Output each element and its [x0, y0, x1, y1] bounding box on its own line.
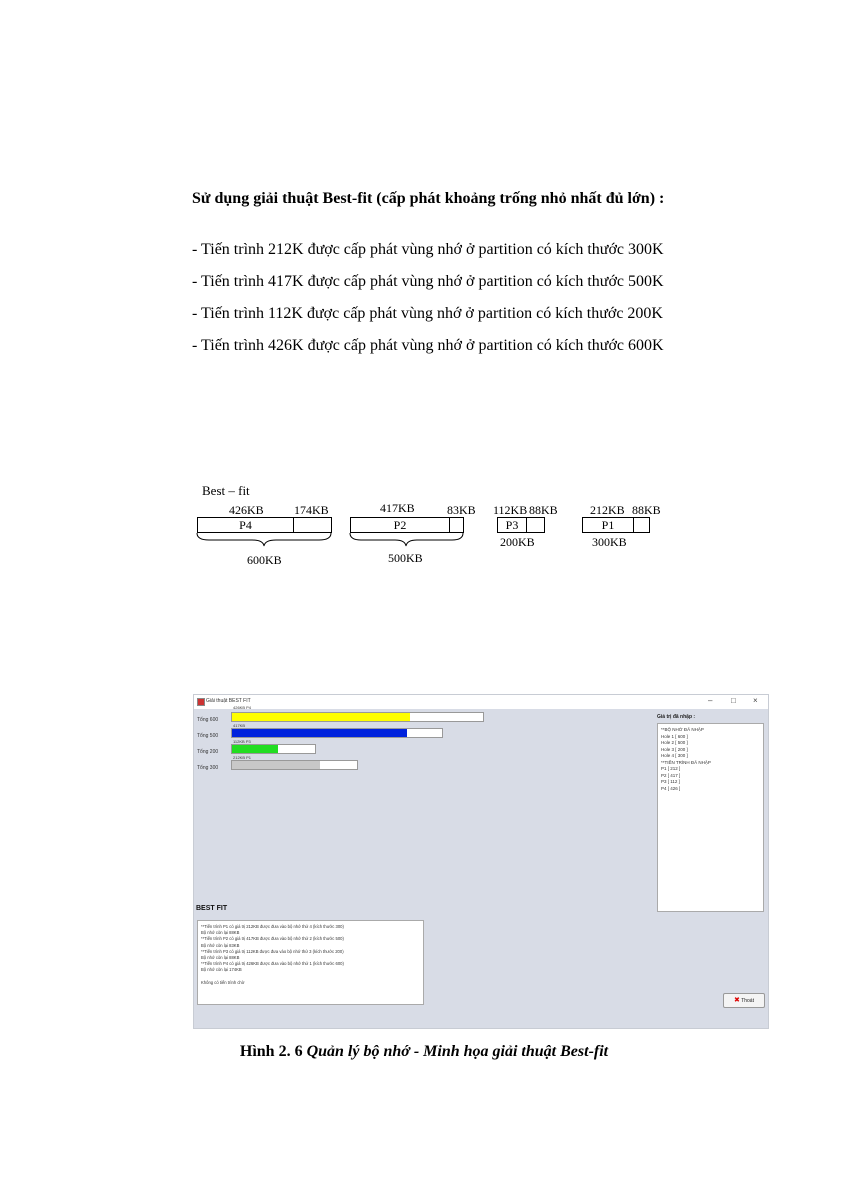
- brace: [350, 533, 463, 547]
- exit-button-label: Thoát: [741, 998, 754, 1004]
- partition-block: [582, 517, 650, 533]
- diagram-title: Best – fit: [202, 483, 250, 498]
- close-icon: ✖: [734, 997, 740, 1004]
- log-line: **Tiến trình P1 có giá trị 212KB được đưa vào bộ nhớ thứ 4 (kích thước 300): [201, 924, 344, 929]
- partition-size-label: 500KB: [388, 551, 423, 565]
- partition-size-label: 200KB: [500, 535, 535, 549]
- list-item: P2 [ 417 ]: [661, 772, 681, 778]
- partition-size-label: 300KB: [592, 535, 627, 549]
- figure-caption: [0, 1043, 848, 1061]
- log-line: **Tiến trình P3 có giá trị 112KB được đưa vào bộ nhớ thứ 3 (kích thước 200): [201, 948, 344, 954]
- divider: [526, 518, 527, 532]
- memory-bar: [231, 723, 443, 738]
- brace: [197, 533, 331, 547]
- list-item: Hole 4 [ 300 ]: [661, 753, 688, 758]
- log-line: Không có tiến trình chờ: [201, 979, 245, 985]
- partition-block: [497, 517, 545, 533]
- used-size-label: 112KB: [493, 503, 528, 517]
- divider: [449, 518, 450, 532]
- divider: [633, 518, 634, 532]
- app-window: [193, 694, 769, 1029]
- memory-bar-fill: [232, 761, 320, 769]
- free-size-label: 83KB: [447, 503, 476, 517]
- list-item: Hole 3 [ 200 ]: [661, 746, 688, 752]
- used-size-label: 417KB: [380, 501, 415, 515]
- app-icon: [197, 698, 205, 706]
- log-line: Bộ nhớ còn lại 88KB: [201, 930, 240, 936]
- memory-bar: [231, 739, 316, 754]
- process-label: P1: [601, 518, 615, 532]
- memory-bar-label: 112KB P3: [233, 739, 251, 744]
- list-item: Hole 2 [ 500 ]: [661, 740, 688, 745]
- paragraph-line: - Tiến trình 426K được cấp phát vùng nhớ ở partition có kích thước 600K: [192, 337, 664, 354]
- paragraph-line: - Tiến trình 112K được cấp phát vùng nhớ ở partition có kích thước 200K: [192, 305, 663, 322]
- list-item: P4 [ 426 ]: [661, 785, 681, 791]
- log-line: Bộ nhớ còn lại 88KB: [201, 955, 240, 961]
- list-item: P3 [ 112 ]: [661, 779, 680, 784]
- caption-prefix: Hình 2. 6: [239, 1043, 307, 1060]
- process-label: P2: [393, 518, 407, 532]
- section-heading: Sử dụng giải thuật Best-fit (cấp phát khoảng trống nhỏ nhất đủ lớn) :: [192, 190, 665, 207]
- input-values-title: Giá trị đã nhập :: [657, 714, 696, 720]
- maximize-button[interactable]: □: [731, 696, 736, 705]
- log-line: **Tiến trình P4 có giá trị 426KB được đưa vào bộ nhớ thứ 1 (kích thước 600): [201, 961, 344, 967]
- list-item: **BỘ NHỚ ĐÃ NHẬP: [661, 727, 704, 732]
- memory-bar: [231, 755, 358, 770]
- free-size-label: 88KB: [632, 503, 661, 517]
- process-label: P4: [239, 518, 252, 532]
- row-total-label: Tổng 200: [197, 749, 219, 755]
- list-item: **TIẾN TRÌNH ĐÃ NHẬP: [661, 759, 711, 765]
- row-total-label: Tổng 500: [197, 733, 219, 739]
- list-item: P1 [ 212 ]: [661, 766, 681, 771]
- result-log[interactable]: [197, 920, 424, 1005]
- memory-bar-fill: [232, 745, 278, 753]
- list-item: Hole 1 [ 600 ]: [661, 733, 688, 739]
- memory-bar-label: 426KB P4: [233, 705, 252, 710]
- memory-bar: [231, 705, 484, 722]
- log-line: Bộ nhớ còn lại 174KB: [201, 967, 242, 973]
- row-total-label: Tổng 300: [197, 765, 219, 771]
- memory-bar-label: 212KB P1: [233, 755, 252, 760]
- partition-block: [197, 517, 332, 533]
- free-size-label: 88KB: [529, 503, 558, 517]
- process-label: P3: [505, 518, 519, 532]
- algorithm-title: BEST FIT: [196, 905, 228, 912]
- log-line: Bộ nhớ còn lại 83KB: [201, 942, 240, 948]
- memory-bar-label: 417KB: [233, 723, 246, 728]
- memory-bar-fill: [232, 713, 410, 721]
- divider: [293, 518, 294, 532]
- title-bar: [194, 695, 768, 709]
- partition-size-label: 600KB: [247, 553, 282, 567]
- minimize-button[interactable]: –: [708, 696, 713, 705]
- paragraph-line: - Tiến trình 417K được cấp phát vùng nhớ ở partition có kích thước 500K: [192, 273, 664, 290]
- paragraph-line: - Tiến trình 212K được cấp phát vùng nhớ ở partition có kích thước 300K: [192, 241, 664, 258]
- input-values-list[interactable]: [657, 723, 764, 912]
- log-line: **Tiến trình P2 có giá trị 417KB được đưa vào bộ nhớ thứ 2 (kích thước 500): [201, 936, 344, 942]
- partition-block: [350, 517, 464, 533]
- window-title: Giải thuật BEST FIT: [206, 698, 251, 704]
- free-size-label: 174KB: [294, 503, 329, 517]
- memory-bar-fill: [232, 729, 407, 737]
- exit-button[interactable]: [723, 993, 765, 1008]
- close-button[interactable]: ×: [753, 696, 758, 705]
- caption-text: Quản lý bộ nhớ - Minh họa giải thuật Best-fit: [306, 1043, 609, 1060]
- used-size-label: 426KB: [229, 503, 264, 517]
- used-size-label: 212KB: [590, 503, 625, 517]
- row-total-label: Tổng 600: [197, 717, 219, 723]
